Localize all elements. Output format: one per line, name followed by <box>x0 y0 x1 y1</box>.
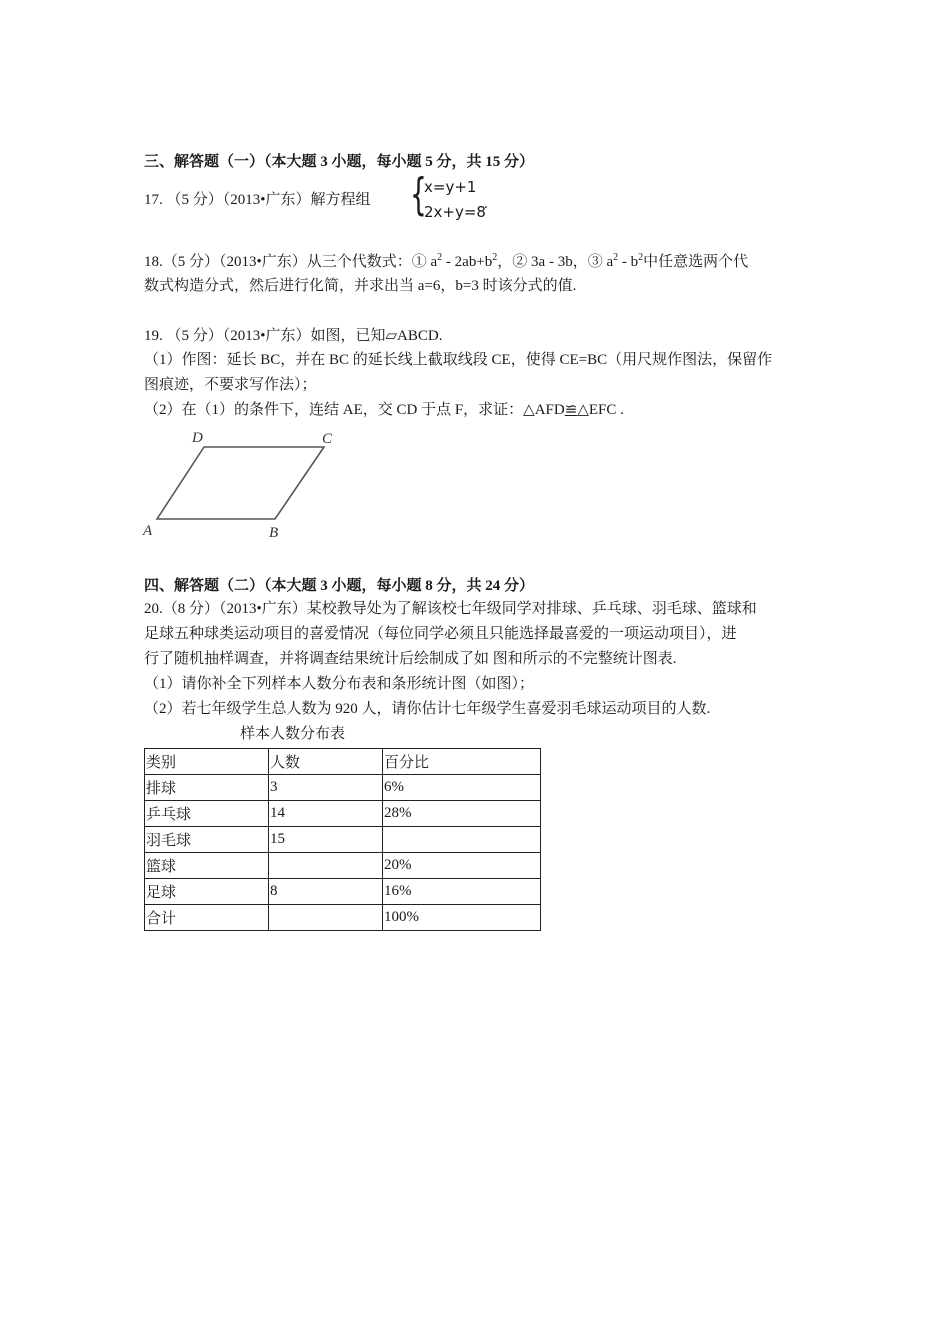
vertex-a-label: A <box>143 523 153 539</box>
cell-count: 14 <box>269 801 383 827</box>
q18-sup-4: 2 <box>638 252 644 263</box>
q18-text-c: ，② 3a - 3b，③ a <box>497 254 614 270</box>
q17-suffix: . <box>484 196 488 212</box>
cell-category: 乒乓球 <box>145 801 269 827</box>
q19-line-1: 19. （5 分）（2013•广东）如图，已知▱ABCD. <box>144 328 443 344</box>
q17-prefix: 17. （5 分）（2013•广东）解方程组 <box>144 192 371 208</box>
q17-equation-2: 2x+y=8 <box>424 203 486 221</box>
cell-percent <box>383 827 541 853</box>
q18-sup-1: 2 <box>437 252 443 263</box>
cell-count: 3 <box>269 775 383 801</box>
q18-text-a: 18.（5 分）（2013•广东）从三个代数式：① a <box>144 254 438 270</box>
q19-line-2: （1）作图：延长 BC，并在 BC 的延长线上截取线段 CE，使得 CE=BC（用尺规作图法，保留作 <box>144 352 773 368</box>
q18-line-2: 数式构造分式，然后进行化简，并求出当 a=6，b=3 时该分式的值. <box>144 278 577 294</box>
cell-category: 排球 <box>145 775 269 801</box>
cell-count <box>269 905 383 931</box>
table-row <box>145 905 541 931</box>
q20-line-4: （1）请你补全下列样本人数分布表和条形统计图（如图）； <box>144 676 535 692</box>
table-header-row <box>145 749 541 775</box>
header-count: 人数 <box>269 749 383 775</box>
q20-line-2: 足球五种球类运动项目的喜爱情况（每位同学必须且只能选择最喜爱的一项运动项目），进 <box>144 626 737 642</box>
q20-line-3: 行了随机抽样调查，并将调查结果统计后绘制成了如 图和所示的不完整统计图表. <box>144 651 677 667</box>
cell-count <box>269 853 383 879</box>
table-row <box>145 827 541 853</box>
vertex-d-label: D <box>192 430 203 446</box>
q19-line-4-tail: △EFC . <box>577 402 624 418</box>
cell-percent: 28% <box>383 801 541 827</box>
cell-count: 8 <box>269 879 383 905</box>
q18-line-1 <box>144 250 748 275</box>
cell-category: 羽毛球 <box>145 827 269 853</box>
q17-equation-1: x=y+1 <box>424 178 477 196</box>
section-4-heading: 四、解答题（二）（本大题 3 小题，每小题 8 分，共 24 分） <box>144 578 535 594</box>
table-row <box>145 853 541 879</box>
section-3-heading: 三、解答题（一）（本大题 3 小题，每小题 5 分，共 15 分） <box>144 154 535 170</box>
q18-text-d: - b <box>618 254 639 270</box>
q19-line-3: 图痕迹，不要求写作法）； <box>144 377 317 393</box>
table-row <box>145 801 541 827</box>
cell-category: 足球 <box>145 879 269 905</box>
table-row <box>145 775 541 801</box>
table-title: 样本人数分布表 <box>240 726 346 742</box>
header-percent: 百分比 <box>383 749 541 775</box>
table-row <box>145 879 541 905</box>
q20-line-5: （2）若七年级学生总人数为 920 人，请你估计七年级学生喜爱羽毛球运动项目的人数. <box>144 701 711 717</box>
cell-percent: 20% <box>383 853 541 879</box>
cell-count: 15 <box>269 827 383 853</box>
cell-percent: 16% <box>383 879 541 905</box>
parallelogram-figure <box>140 425 350 545</box>
cell-category: 合计 <box>145 905 269 931</box>
q18-sup-3: 2 <box>613 252 619 263</box>
vertex-c-label: C <box>322 431 333 447</box>
cell-percent: 100% <box>383 905 541 931</box>
vertex-b-label: B <box>269 525 279 541</box>
sample-distribution-table <box>144 748 541 931</box>
q20-line-1: 20.（8 分）（2013•广东）某校教导处为了解该校七年级同学对排球、乒乓球、羽毛球、篮球和 <box>144 601 757 617</box>
q18-sup-2: 2 <box>492 252 498 263</box>
congruent-symbol: ≌ <box>564 402 578 418</box>
q18-text-e: 中任意选两个代 <box>643 254 749 270</box>
header-category: 类别 <box>145 749 269 775</box>
q19-line-4 <box>144 398 624 423</box>
cell-percent: 6% <box>383 775 541 801</box>
q19-line-4-text: （2）在（1）的条件下，连结 AE，交 CD 于点 F，求证：△AFD <box>144 402 565 418</box>
system-brace-icon: { <box>410 169 427 220</box>
parallelogram-abcd <box>157 447 324 519</box>
cell-category: 篮球 <box>145 853 269 879</box>
q18-text-b: - 2ab+b <box>442 254 493 270</box>
